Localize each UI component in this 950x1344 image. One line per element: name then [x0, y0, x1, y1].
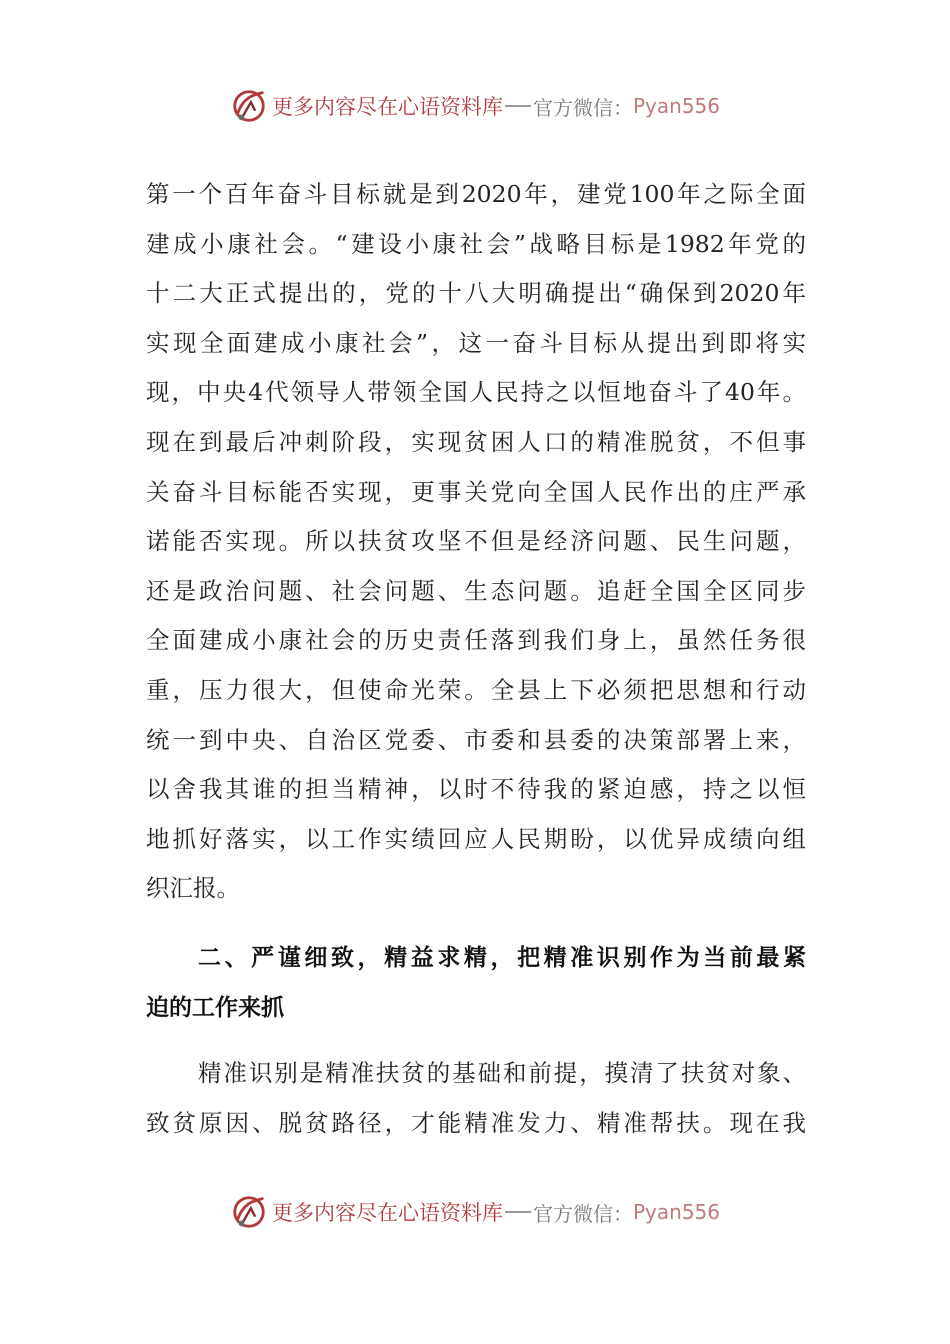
- header-separator: [505, 105, 531, 107]
- text-line: 现，中央4代领导人带领全国人民持之以恒地奋斗了40年。: [146, 378, 806, 407]
- footer-wechat-id: Pyan556: [632, 1200, 720, 1224]
- text-line: 精准识别是精准扶贫的基础和前提，摸清了扶贫对象、: [198, 1059, 806, 1088]
- logo-icon: [230, 87, 268, 125]
- text-line: 致贫原因、脱贫路径，才能精准发力、精准帮扶。现在我: [146, 1108, 806, 1137]
- logo-icon: [230, 1193, 268, 1231]
- text-line: 第一个百年奋斗目标就是到2020年，建党100年之际全面: [146, 180, 806, 208]
- footer-banner: [0, 1190, 950, 1234]
- heading-line: 迫的工作来抓: [146, 994, 284, 1021]
- text-line: 以舍我其谁的担当精神，以时不待我的紧迫感，持之以恒: [146, 775, 806, 804]
- text-line: 全面建成小康社会的历史责任落到我们身上，虽然任务很: [146, 626, 806, 655]
- header-site-text: 更多内容尽在心语资料库: [271, 95, 503, 119]
- header-wechat-id: Pyan556: [632, 94, 720, 118]
- text-line: 建成小康社会。“建设小康社会”战略目标是1982年党的: [146, 229, 806, 258]
- text-line: 关奋斗目标能否实现，更事关党向全国人民作出的庄严承: [146, 477, 806, 506]
- text-line: 十二大正式提出的，党的十八大明确提出“确保到2020年: [146, 279, 806, 308]
- header-banner: [0, 84, 950, 128]
- footer-site-text: 更多内容尽在心语资料库: [271, 1201, 503, 1225]
- header-wechat-label: 官方微信：: [532, 95, 633, 120]
- text-line: 重，压力很大，但使命光荣。全县上下必须把思想和行动: [146, 675, 806, 704]
- paragraph-2: [146, 1049, 806, 1148]
- text-line: 统一到中央、自治区党委、市委和县委的决策部署上来，: [146, 725, 806, 754]
- paragraph-1: [146, 170, 806, 914]
- text-line: 还是政治问题、社会问题、生态问题。追赶全国全区同步: [146, 576, 806, 605]
- text-line: 诺能否实现。所以扶贫攻坚不但是经济问题、民生问题，: [146, 527, 806, 556]
- heading-line: 二、严谨细致，精益求精，把精准识别作为当前最紧: [198, 944, 806, 971]
- text-line: 地抓好落实，以工作实绩回应人民期盼，以优异成绩向组: [146, 824, 806, 853]
- text-line: 现在到最后冲刺阶段，实现贫困人口的精准脱贫，不但事: [146, 427, 806, 456]
- footer-wechat-label: 官方微信：: [532, 1201, 633, 1226]
- section-heading: [146, 934, 806, 1033]
- text-line: 实现全面建成小康社会”，这一奋斗目标从提出到即将实: [146, 328, 806, 357]
- text-line: 织汇报。: [146, 874, 240, 903]
- footer-separator: [505, 1211, 531, 1213]
- document-body: [146, 170, 806, 1148]
